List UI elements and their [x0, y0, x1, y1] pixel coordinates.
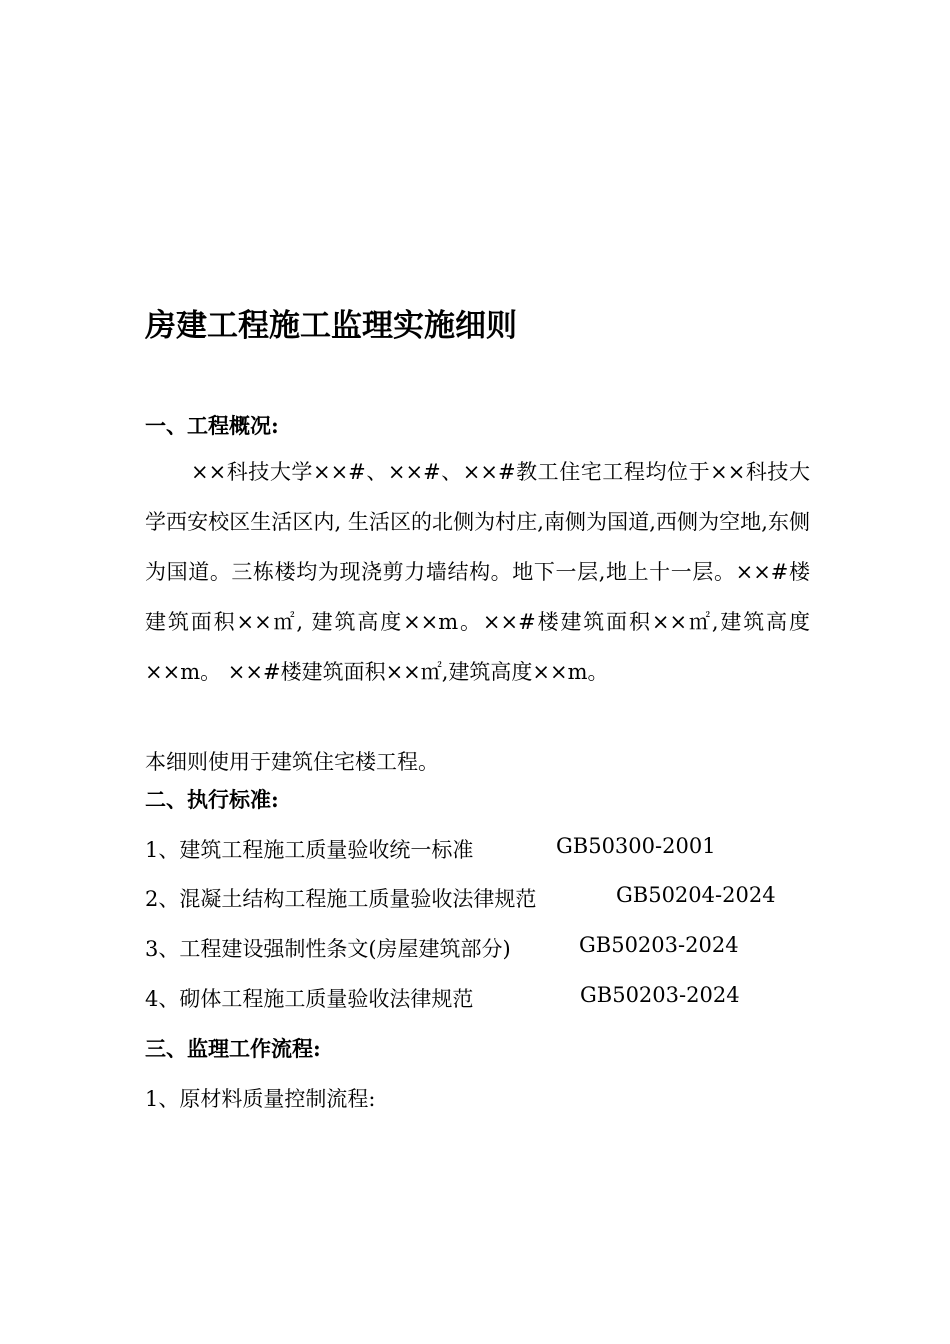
section-heading-workflow: 三、监理工作流程:	[145, 1036, 321, 1061]
standard-name-1: 1、建筑工程施工质量验收统一标准	[145, 838, 474, 862]
standard-code-2: GB50204-2024	[616, 883, 776, 907]
scope-note: 本细则使用于建筑住宅楼工程。	[145, 750, 439, 774]
standard-name-2: 2、混凝土结构工程施工质量验收法律规范	[145, 887, 537, 911]
overview-paragraph: ××科技大学××#、××#、××#教工住宅工程均位于××科技大学西安校区生活区内, 生活区的北侧为村庄,南侧为国道,西侧为空地,东侧为国道。三栋楼均为现浇剪力墙结构。地下一层,地上十一层。××#楼建筑面积××㎡, 建筑高度××m。××#楼建筑面积××㎡,建筑高度××m。 ××#楼建筑面积××㎡,建筑高度××m。	[145, 460, 810, 684]
workflow-item-1: 1、原材料质量控制流程:	[145, 1087, 376, 1111]
section-heading-overview: 一、工程概况:	[145, 413, 279, 438]
standard-name-4: 4、砌体工程施工质量验收法律规范	[145, 987, 474, 1011]
standard-code-4: GB50203-2024	[580, 983, 740, 1007]
standard-code-1: GB50300-2001	[556, 834, 716, 858]
standard-code-3: GB50203-2024	[579, 933, 739, 957]
standard-name-3: 3、工程建设强制性条文(房屋建筑部分)	[145, 937, 511, 961]
document-title: 房建工程施工监理实施细则	[145, 308, 517, 344]
overview-paragraph-block	[145, 447, 810, 697]
section-heading-standards: 二、执行标准:	[145, 787, 279, 812]
